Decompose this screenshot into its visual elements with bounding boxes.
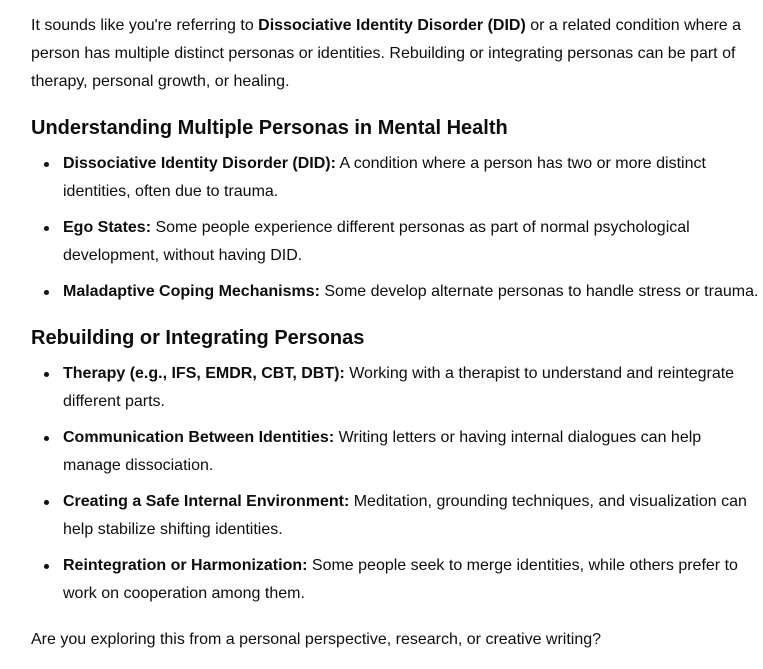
bullet-icon	[44, 436, 49, 441]
section-heading-rebuilding: Rebuilding or Integrating Personas	[31, 327, 365, 349]
list-item-text: Meditation, grounding techniques, and visualization can help stabilize shifting identities.	[63, 493, 747, 538]
intro-bold-term: Dissociative Identity Disorder (DID)	[258, 17, 526, 34]
list-item-term: Dissociative Identity Disorder (DID):	[63, 155, 336, 172]
rebuilding-list	[31, 360, 763, 608]
list-item-term: Ego States:	[63, 219, 152, 236]
understanding-list	[31, 150, 763, 306]
bullet-icon	[44, 162, 49, 167]
list-item-term: Creating a Safe Internal Environment:	[63, 493, 350, 510]
list-item-term: Reintegration or Harmonization:	[63, 557, 308, 574]
list-item	[31, 214, 763, 270]
list-item-text: Some people experience different personas as part of normal psychological development, without having DID.	[63, 219, 690, 264]
list-item	[31, 488, 763, 544]
list-item	[31, 360, 763, 416]
list-item	[31, 150, 763, 206]
list-item-text: Working with a therapist to understand and reintegrate different parts.	[63, 365, 735, 410]
section-heading-understanding: Understanding Multiple Personas in Mental Health	[31, 117, 508, 139]
list-item	[31, 424, 763, 480]
closing-question: Are you exploring this from a personal perspective, research, or creative writing?	[31, 631, 602, 648]
list-item	[31, 278, 763, 306]
list-item-term: Therapy (e.g., IFS, EMDR, CBT, DBT):	[63, 365, 345, 382]
bullet-icon	[44, 564, 49, 569]
intro-paragraph	[31, 12, 763, 96]
list-item-text: Some develop alternate personas to handle stress or trauma.	[319, 283, 759, 300]
intro-prefix: It sounds like you're referring to	[31, 17, 259, 34]
list-item	[31, 552, 763, 608]
list-item-term: Maladaptive Coping Mechanisms:	[63, 283, 320, 300]
list-item-text: Writing letters or having internal dialogues can help manage dissociation.	[63, 429, 702, 474]
list-item-term: Communication Between Identities:	[63, 429, 335, 446]
list-item-text: Some people seek to merge identities, while others prefer to work on cooperation among them.	[63, 557, 738, 602]
bullet-icon	[44, 226, 49, 231]
bullet-icon	[44, 290, 49, 295]
list-item-text: A condition where a person has two or more distinct identities, often due to trauma.	[63, 155, 706, 200]
bullet-icon	[44, 500, 49, 505]
bullet-icon	[44, 372, 49, 377]
intro-suffix: or a related condition where a person has multiple distinct personas or identities. Rebuilding or integrating personas can be part of therapy, personal growth, or healing.	[31, 17, 742, 90]
